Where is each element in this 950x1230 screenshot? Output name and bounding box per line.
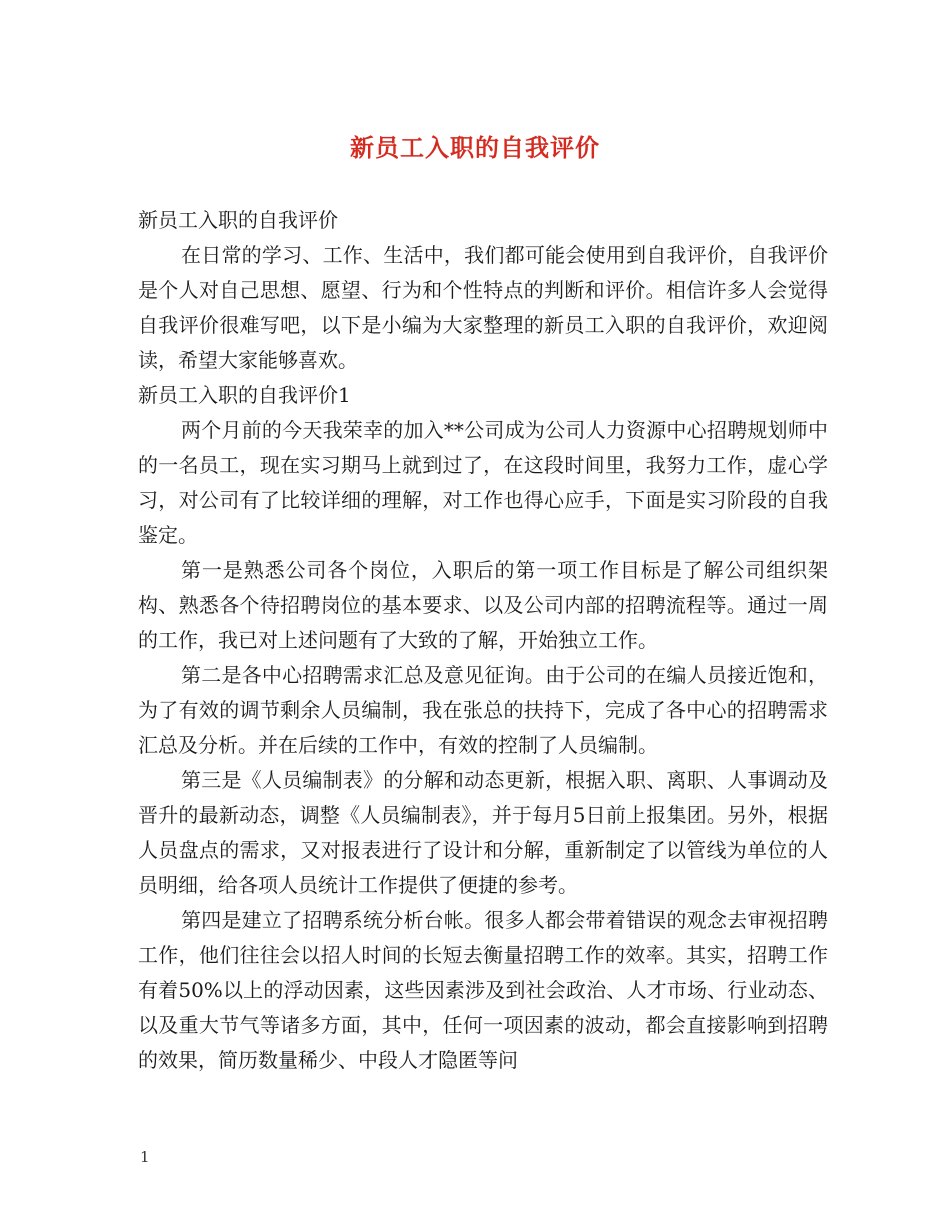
document-title: 新员工入职的自我评价 <box>350 133 600 162</box>
body-paragraph: 第二是各中心招聘需求汇总及意见征询。由于公司的在编人员接近饱和，为了有效的调节剩余人员编制，我在张总的扶持下，完成了各中心的招聘需求汇总及分析。并在后续的工作中，有效的控制了人员编制。 <box>138 663 828 757</box>
document-body <box>138 203 828 1078</box>
page-number: 1 <box>140 1148 150 1166</box>
body-paragraph: 在日常的学习、工作、生活中，我们都可能会使用到自我评价，自我评价是个人对自己思想、愿望、行为和个性特点的判断和评价。相信许多人会觉得自我评价很难写吧，以下是小编为大家整理的新员工入职的自我评价，欢迎阅读，希望大家能够喜欢。 <box>138 243 828 372</box>
section-heading: 新员工入职的自我评价 <box>138 208 338 232</box>
section-heading: 新员工入职的自我评价1 <box>138 383 351 407</box>
body-paragraph: 第一是熟悉公司各个岗位，入职后的第一项工作目标是了解公司组织架构、熟悉各个待招聘岗位的基本要求、以及公司内部的招聘流程等。通过一周的工作，我已对上述问题有了大致的了解，开始独立工作。 <box>138 558 828 652</box>
body-paragraph: 第三是《人员编制表》的分解和动态更新，根据入职、离职、人事调动及晋升的最新动态，调整《人员编制表》，并于每月5日前上报集团。另外，根据人员盘点的需求，又对报表进行了设计和分解，重新制定了以管线为单位的人员明细，给各项人员统计工作提供了便捷的参考。 <box>138 768 828 897</box>
body-paragraph: 第四是建立了招聘系统分析台帐。很多人都会带着错误的观念去审视招聘工作，他们往往会以招人时间的长短去衡量招聘工作的效率。其实，招聘工作有着50%以上的浮动因素，这些因素涉及到社会政治、人才市场、行业动态、以及重大节气等诸多方面，其中，任何一项因素的波动，都会直接影响到招聘的效果，简历数量稀少、中段人才隐匿等问 <box>138 908 828 1072</box>
body-paragraph: 两个月前的今天我荣幸的加入**公司成为公司人力资源中心招聘规划师中的一名员工，现在实习期马上就到过了，在这段时间里，我努力工作，虚心学习，对公司有了比较详细的理解，对工作也得心应手，下面是实习阶段的自我鉴定。 <box>138 418 828 547</box>
